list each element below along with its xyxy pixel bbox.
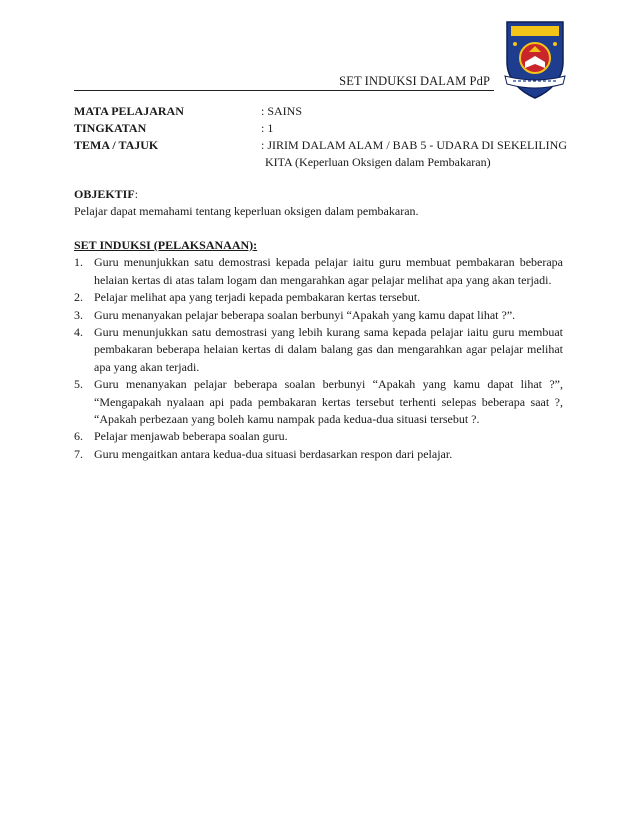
step-text: Guru menunjukkan satu demostrasi yang lebih kurang sama kepada pelajar iaitu guru membuat pembakaran beberapa helaian kertas di dalam balang gas dan mengarahkan agar pelajar melihat apa yang akan terjadi.: [94, 325, 563, 374]
objective-text: Pelajar dapat memahami tentang keperluan oksigen dalam pembakaran.: [74, 204, 419, 218]
document-header-title: SET INDUKSI DALAM PdP: [339, 74, 490, 88]
step-text: Pelajar menjawab beberapa soalan guru.: [94, 429, 288, 444]
step-text: Pelajar melihat apa yang terjadi kepada pembakaran kertas tersebut.: [94, 290, 421, 305]
induction-colon: :: [253, 238, 258, 252]
list-item: [74, 254, 563, 289]
header-divider: [74, 90, 494, 91]
step-text: Guru menunjukkan satu demostrasi kepada pelajar iaitu guru membuat pembakaran beberapa helaian kertas di atas talam logam dan mengarahkan agar pelajar melihat apa yang akan terjadi.: [94, 255, 563, 287]
objective-heading: OBJEKTIF: [74, 187, 135, 201]
induction-section: [74, 237, 563, 463]
info-row-subject: [74, 103, 574, 120]
step-number: 3.: [74, 307, 83, 322]
step-number: 6.: [74, 429, 83, 444]
school-crest-logo-icon: [503, 18, 567, 100]
theme-value: [261, 137, 574, 171]
subject-value: : SAINS: [261, 104, 303, 118]
theme-value-line1: : JIRIM DALAM ALAM / BAB 5 - UDARA DI SEKELILING: [261, 138, 567, 152]
objective-colon: :: [134, 187, 139, 201]
step-number: 7.: [74, 446, 83, 461]
list-item: [74, 428, 563, 445]
lesson-info-block: [74, 103, 574, 171]
list-item: [74, 324, 563, 376]
theme-label: TEMA / TAJUK: [74, 138, 159, 152]
step-number: 5.: [74, 377, 83, 392]
objective-section: [74, 186, 574, 220]
step-number: 2.: [74, 290, 83, 305]
step-text: Guru menanyakan pelajar beberapa soalan berbunyi “Apakah yang kamu dapat lihat ?”.: [94, 307, 516, 322]
induction-heading: SET INDUKSI (PELAKSANAAN): [74, 238, 254, 252]
subject-label: MATA PELAJARAN: [74, 104, 184, 118]
list-item: [74, 446, 563, 463]
induction-steps-list: [74, 254, 563, 463]
level-label: TINGKATAN: [74, 121, 147, 135]
info-row-level: [74, 120, 574, 137]
objective-heading-row: [74, 186, 574, 203]
level-value: : 1: [261, 121, 274, 135]
list-item: [74, 307, 563, 324]
list-item: [74, 376, 563, 428]
step-number: 4.: [74, 325, 83, 340]
step-number: 1.: [74, 255, 83, 270]
induction-heading-row: [74, 237, 563, 254]
info-row-theme: [74, 137, 574, 171]
step-text: Guru mengaitkan antara kedua-dua situasi berdasarkan respon dari pelajar.: [94, 446, 453, 461]
list-item: [74, 289, 563, 306]
theme-value-line2: KITA (Keperluan Oksigen dalam Pembakaran): [265, 155, 491, 169]
step-text: Guru menanyakan pelajar beberapa soalan berbunyi “Apakah yang kamu dapat lihat ?”, “Mengapakah nyalaan api pada pembakaran kertas tersebut terhenti selepas beberapa saat ?, “Apakah perbezaan yang boleh kamu nampak pada kedua-dua situasi tersebut ?.: [94, 377, 563, 427]
